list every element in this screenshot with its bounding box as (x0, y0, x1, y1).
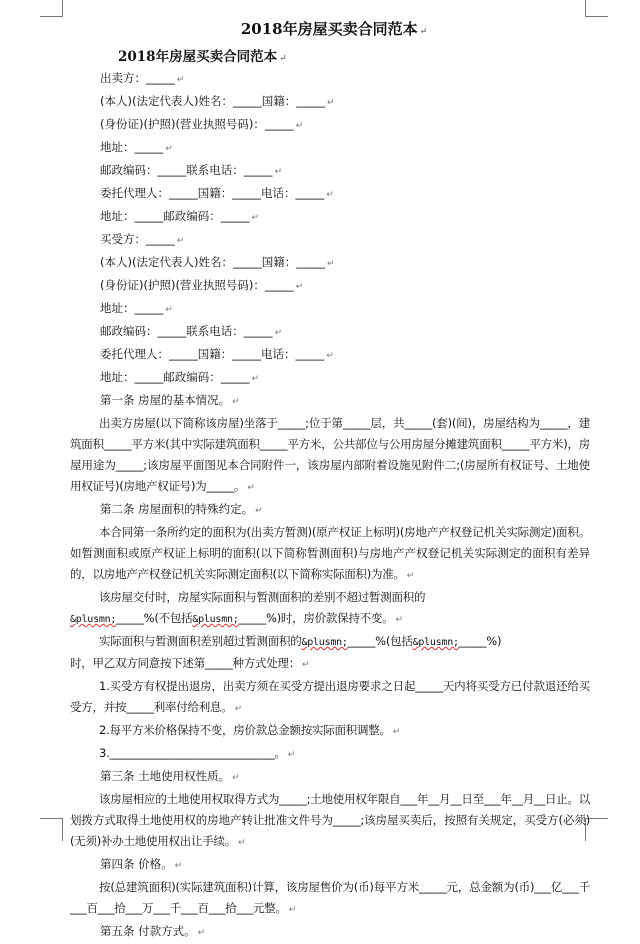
article-heading: 第五条 付款方式。 ↵ (100, 924, 206, 938)
buyer-line: (本人)(法定代表人)姓名：_____国籍：_____ ↵ (100, 255, 335, 269)
list-item: 3.______________________________。 ↵ (99, 746, 296, 760)
document-page (70, 16, 590, 944)
seller-line: 委托代理人：_____国籍：_____电话：_____ ↵ (100, 186, 334, 200)
article-heading: 第四条 价格。 ↵ (100, 857, 183, 871)
article-paragraph: 本合同第一条所约定的面积为(出卖方暂测)(原产权证上标明)(房地产产权登记机关实际测定)面积。如暂测面积或原产权证上标明的面积(以下简称暂测面积)与房地产产权登记机关实际测定的面积有差异的，以房地产产权登记机关实际测定面积(以下简称实际面积)为准。 ↵ (70, 525, 590, 581)
list-item: 1.买受方有权提出退房，出卖方须在买受方提出退房要求之日起_____天内将买受方已付款退还给买受方，并按_____利率付给利息。 ↵ (70, 679, 590, 714)
page-corner-mark (585, 0, 608, 17)
page-corner-mark (40, 818, 63, 841)
buyer-line: (身份证)(护照)(营业执照号码)：_____ ↵ (100, 278, 304, 292)
document-subtitle: 2018年房屋买卖合同范本 ↵ (118, 49, 287, 65)
article-heading: 第三条 土地使用权性质。 ↵ (100, 769, 240, 783)
document-title: 2018年房屋买卖合同范本 ↵ (240, 20, 428, 38)
article-paragraph: 实际面积与暂测面积差别超过暂测面积的&plusmn;_____%(包括&plusmn;_____%) 时，甲乙双方同意按下述第_____种方式处理： ↵ (70, 634, 502, 670)
buyer-line: 邮政编码：_____联系电话：_____ ↵ (100, 324, 283, 338)
buyer-line: 地址：_____ ↵ (100, 301, 173, 315)
buyer-line: 委托代理人：_____国籍：_____电话：_____ ↵ (100, 347, 334, 361)
article-heading: 第二条 房屋面积的特殊约定。 ↵ (100, 502, 263, 516)
article-paragraph: 该房屋交付时，房屋实际面积与暂测面积的差别不超过暂测面积的 &plusmn;_____%(不包括&plusmn;_____%)时，房价款保持不变。 ↵ (70, 590, 426, 625)
article-paragraph: 按(总建筑面积)(实际建筑面积)计算，该房屋售价为(币)每平方米_____元，总金额为(币)___亿___千___百___拾___万___千___百___拾___元整。 ↵ (70, 880, 590, 915)
seller-line: 地址：_____ ↵ (100, 140, 173, 154)
seller-line: (本人)(法定代表人)姓名：_____国籍：_____ ↵ (100, 94, 335, 108)
article-heading: 第一条 房屋的基本情况。 ↵ (100, 393, 240, 407)
list-item: 2.每平方米价格保持不变，房价款总金额按实际面积调整。 ↵ (99, 723, 401, 737)
seller-line: (身份证)(护照)(营业执照号码)：_____ ↵ (100, 117, 304, 131)
page-corner-mark (40, 0, 63, 17)
seller-line: 出卖方：_____ ↵ (100, 71, 185, 85)
buyer-line: 地址：_____邮政编码：_____ ↵ (100, 370, 260, 384)
seller-info (70, 68, 590, 229)
seller-line: 邮政编码：_____联系电话：_____ ↵ (100, 163, 283, 177)
buyer-info (70, 229, 590, 390)
article-paragraph: 出卖方房屋(以下简称该房屋)坐落于_____;位于第_____层，共_____(套)(间)，房屋结构为_____，建筑面积_____平方米(其中实际建筑面积_____平方米，公共部位与公用房屋分摊建筑面积_____平方米)，房屋用途为_____;该房屋平面图见本合同附件一，该房屋内部附着设施见附件二;(房屋所有权证号、土地使用权证号)(房地产权证号)为_____。 ↵ (70, 416, 590, 493)
seller-line: 地址：_____邮政编码：_____ ↵ (100, 209, 260, 223)
article-paragraph: 该房屋相应的土地使用权取得方式为_____;土地使用权年限自___年__月__日至___年__月__日止。以划拨方式取得土地使用权的房地产转让批准文件号为_____;该房屋买卖后，按照有关规定，买受方(必须)(无须)补办土地使用权出让手续。 ↵ (70, 792, 590, 848)
buyer-line: 买受方：_____ ↵ (100, 232, 185, 246)
